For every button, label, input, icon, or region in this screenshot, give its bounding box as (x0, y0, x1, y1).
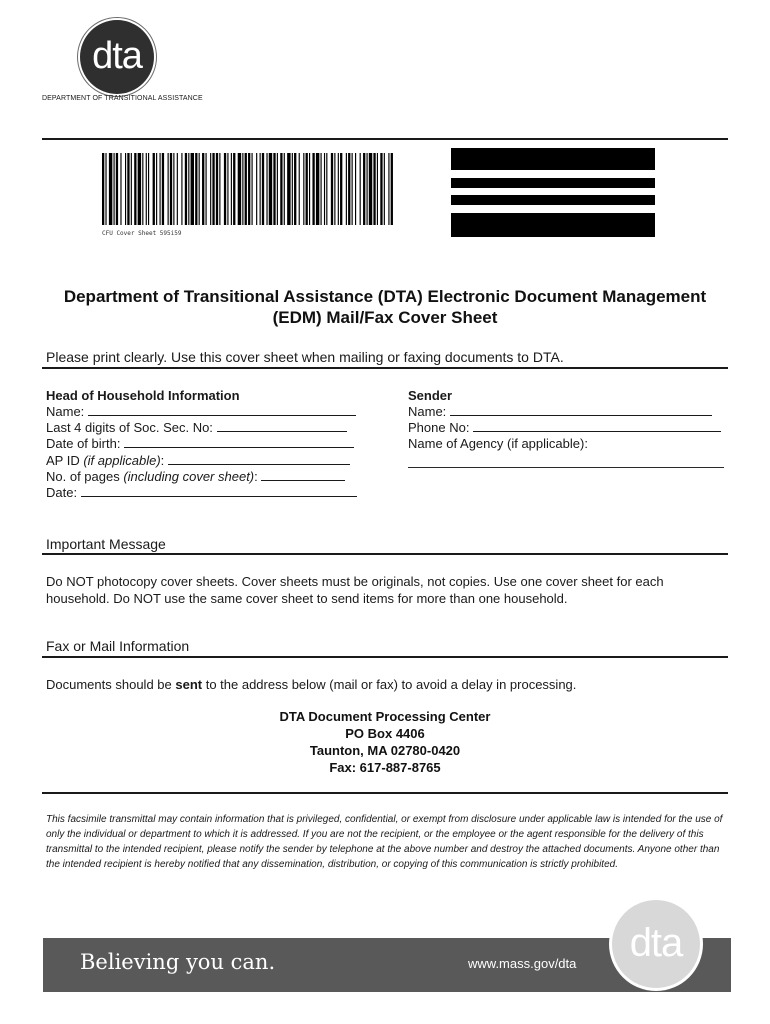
hoh-pages-row: No. of pages (including cover sheet): (46, 469, 345, 485)
hoh-date-field[interactable] (81, 485, 357, 497)
hoh-name-row (46, 404, 356, 420)
address-line-4: Fax: 617-887-8765 (329, 760, 441, 775)
sender-agency-field[interactable] (408, 467, 724, 468)
instructions: Please print clearly. Use this cover sheet when mailing or faxing documents to DTA. (46, 349, 564, 365)
org-caption: DEPARTMENT OF TRANSITIONAL ASSISTANCE (42, 95, 203, 102)
important-text: Do NOT photocopy cover sheets. Cover sheets must be originals, not copies. Use one cover sheet for each household. Do NOT use the same cover sheet to send items for more than one household. (46, 574, 664, 606)
hoh-apid-row: AP ID (if applicable): (46, 453, 350, 469)
redaction-bar-4 (451, 213, 655, 237)
fax-mail-text-bold: sent (175, 677, 203, 692)
footer-dta-logo: dta (612, 900, 700, 988)
disclaimer-divider (42, 792, 728, 794)
important-heading: Important Message (46, 536, 166, 552)
dta-logo: dta (80, 20, 154, 94)
hoh-dob-label: Date of birth: (46, 436, 121, 451)
hoh-pages-field[interactable] (261, 469, 345, 481)
redaction-bar-1 (451, 148, 655, 170)
fax-mail-text-after: to the address below (mail or fax) to avoid a delay in processing. (202, 677, 577, 692)
hoh-date-row (46, 485, 357, 501)
hoh-name-field[interactable] (88, 404, 356, 416)
header-divider (42, 138, 728, 140)
barcode-caption: CFU Cover Sheet 595i59 (102, 230, 182, 237)
sender-agency-label: Name of Agency (if applicable): (408, 436, 588, 451)
footer-url[interactable]: www.mass.gov/dta (468, 956, 577, 971)
redaction-bar-3 (451, 195, 655, 205)
instructions-divider (42, 367, 728, 369)
address-block (40, 708, 730, 776)
hoh-dob-field[interactable] (124, 436, 354, 448)
sender-name-row (408, 404, 712, 420)
important-divider (42, 553, 728, 555)
hoh-ssn-row (46, 420, 347, 436)
hoh-ssn-field[interactable] (217, 420, 347, 432)
hoh-ssn-label: Last 4 digits of Soc. Sec. No: (46, 420, 213, 435)
hoh-name-label: Name: (46, 404, 85, 419)
fax-mail-text (46, 676, 726, 693)
hoh-date-label: Date: (46, 485, 78, 500)
hoh-heading: Head of Household Information (46, 388, 240, 403)
fax-mail-divider (42, 656, 728, 658)
hoh-dob-row (46, 436, 354, 452)
disclaimer-text: This facsimile transmittal may contain information that is privileged, confidential, or exempt from disclosure under applicable law is intended for the use of only the individual or department to which it is addressed. If you are not the recipient, or the employee or the agent responsible for the delivery of this transmittal to the intended recipient, please notify the sender by telephone at the above number and destroy the attached documents. Anyone other than the intended recipient is hereby notified that any dissemination, distribution, or copying of this communication is strictly prohibited. (46, 814, 723, 870)
sender-name-label: Name: (408, 404, 447, 419)
address-line-1: DTA Document Processing Center (279, 709, 491, 724)
hoh-apid-note: (if applicable) (83, 453, 161, 468)
address-line-3: Taunton, MA 02780-0420 (309, 743, 461, 758)
sender-phone-label: Phone No: (408, 420, 470, 435)
footer-slogan: Believing you can. (80, 950, 276, 974)
hoh-pages-note: (including cover sheet) (123, 469, 255, 484)
title-line-2: (EDM) Mail/Fax Cover Sheet (272, 308, 498, 327)
sender-name-field[interactable] (450, 404, 712, 416)
address-line-2: PO Box 4406 (345, 726, 425, 741)
sender-phone-row (408, 420, 721, 436)
page-title (40, 286, 730, 328)
fax-mail-text-before: Documents should be (46, 677, 176, 692)
sender-heading: Sender (408, 388, 453, 403)
title-line-1: Department of Transitional Assistance (DTA) Electronic Document Management (63, 287, 707, 306)
redaction-bar-2 (451, 178, 655, 188)
hoh-apid-label: AP ID (46, 453, 80, 468)
sender-phone-field[interactable] (473, 420, 721, 432)
fax-mail-heading: Fax or Mail Information (46, 638, 190, 654)
hoh-apid-field[interactable] (168, 453, 350, 465)
hoh-pages-label: No. of pages (46, 469, 120, 484)
sender-agency-row (408, 436, 588, 452)
barcode (102, 153, 402, 233)
